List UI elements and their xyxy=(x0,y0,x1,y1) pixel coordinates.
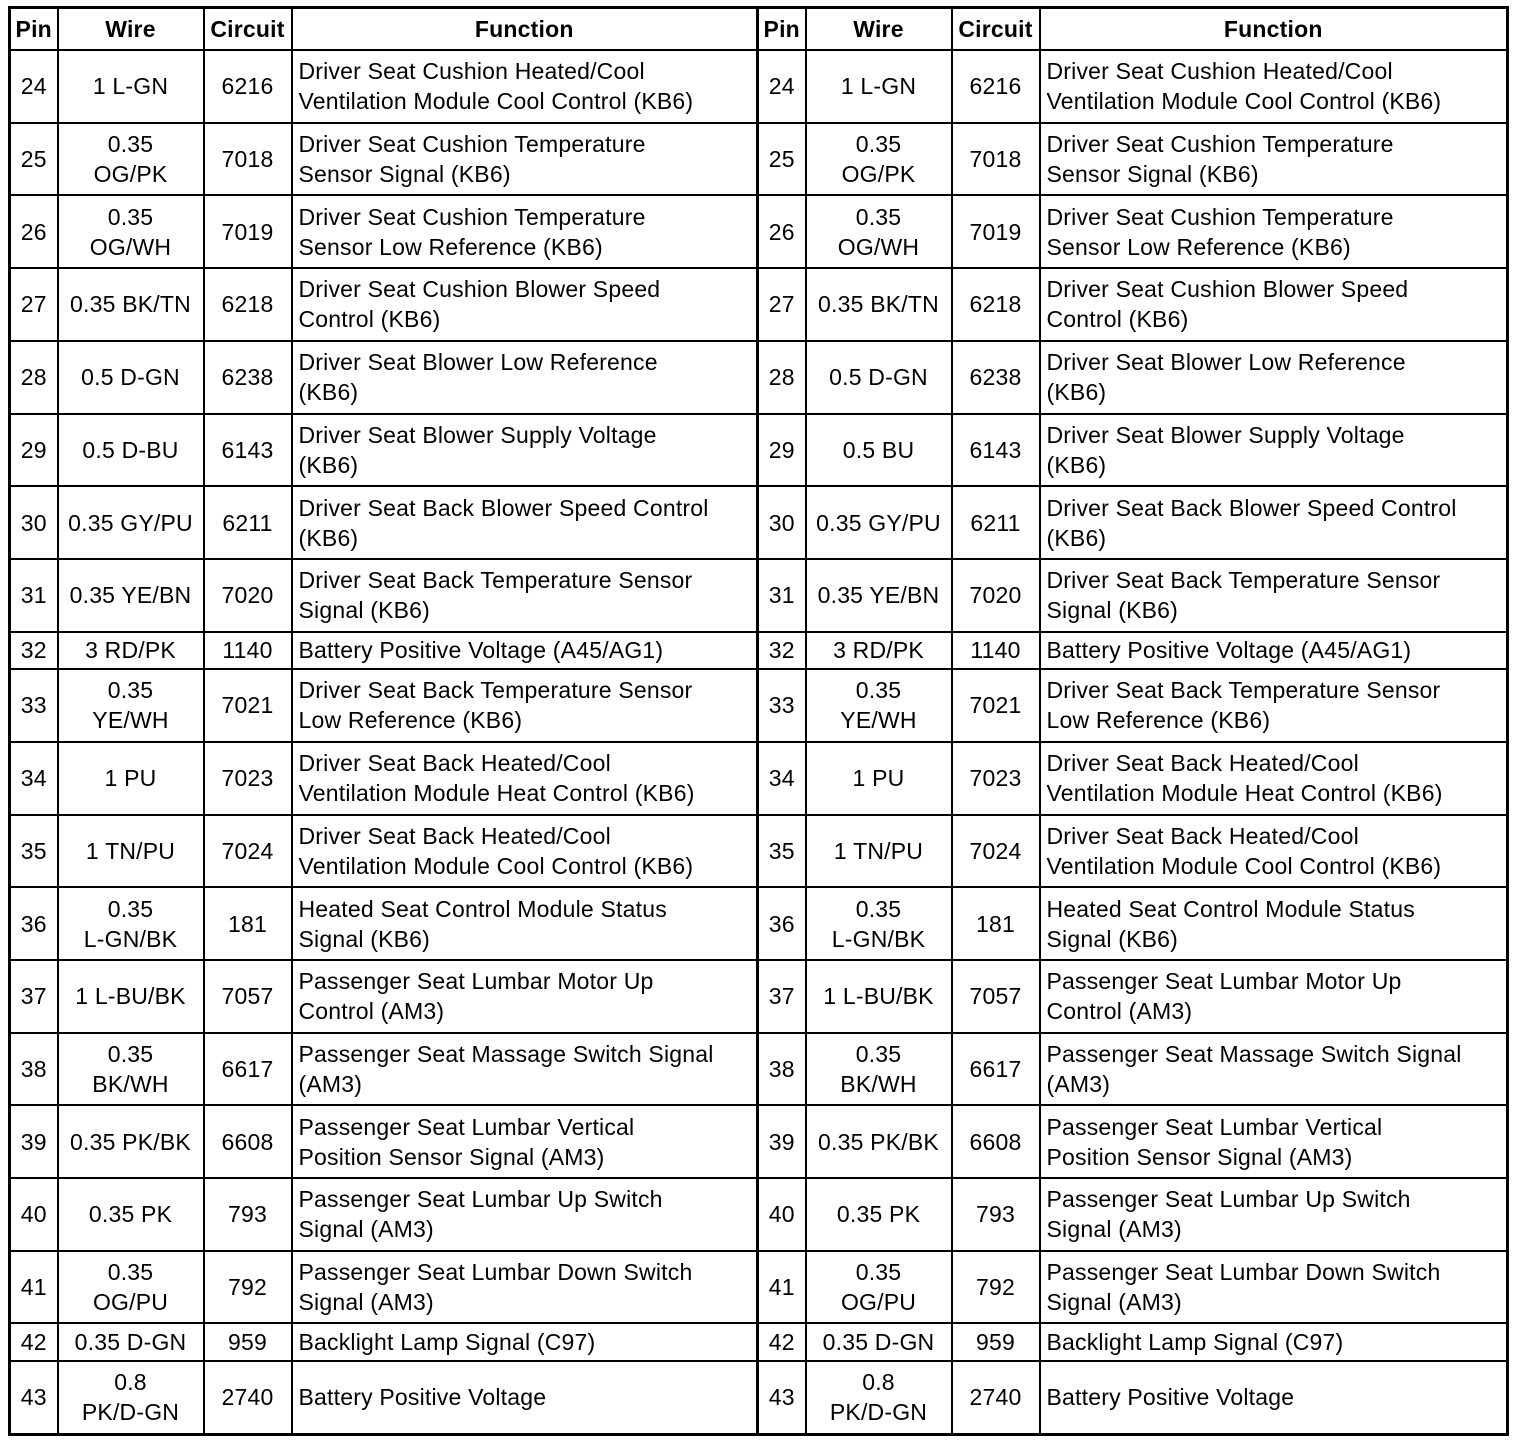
left-wire-cell: 0.35 OG/PK xyxy=(58,123,204,196)
left-wire-cell: 0.35 L-GN/BK xyxy=(58,887,204,960)
right-function-cell: Driver Seat Cushion Temperature Sensor Signal (KB6) xyxy=(1040,123,1508,196)
left-function-cell: Heated Seat Control Module Status Signal (KB6) xyxy=(292,887,758,960)
table-row xyxy=(10,1033,1508,1106)
right-circuit-cell: 7024 xyxy=(952,815,1040,888)
left-function-cell: Driver Seat Cushion Heated/Cool Ventilation Module Cool Control (KB6) xyxy=(292,50,758,123)
right-function-cell: Driver Seat Back Blower Speed Control (KB6) xyxy=(1040,486,1508,559)
header-function: Function xyxy=(292,8,758,51)
right-pin-cell: 27 xyxy=(758,268,806,341)
left-pin-cell: 37 xyxy=(10,960,58,1033)
left-circuit-cell: 7024 xyxy=(204,815,292,888)
left-function-cell: Battery Positive Voltage (A45/AG1) xyxy=(292,632,758,670)
table-row xyxy=(10,486,1508,559)
right-wire-cell: 0.35 OG/PU xyxy=(806,1251,952,1324)
header-row xyxy=(10,8,1508,51)
right-circuit-cell: 6238 xyxy=(952,341,1040,414)
right-function-cell: Driver Seat Cushion Temperature Sensor Low Reference (KB6) xyxy=(1040,195,1508,268)
left-wire-cell: 0.35 YE/BN xyxy=(58,559,204,632)
table-row xyxy=(10,1323,1508,1361)
left-circuit-cell: 792 xyxy=(204,1251,292,1324)
right-function-cell: Driver Seat Cushion Blower Speed Control (KB6) xyxy=(1040,268,1508,341)
left-pin-cell: 24 xyxy=(10,50,58,123)
right-function-cell: Driver Seat Cushion Heated/Cool Ventilation Module Cool Control (KB6) xyxy=(1040,50,1508,123)
left-function-cell: Passenger Seat Lumbar Motor Up Control (AM3) xyxy=(292,960,758,1033)
table-row xyxy=(10,268,1508,341)
right-function-cell: Battery Positive Voltage (A45/AG1) xyxy=(1040,632,1508,670)
right-function-cell: Driver Seat Back Temperature Sensor Signal (KB6) xyxy=(1040,559,1508,632)
right-function-cell: Driver Seat Back Heated/Cool Ventilation Module Heat Control (KB6) xyxy=(1040,742,1508,815)
right-circuit-cell: 6608 xyxy=(952,1105,1040,1178)
header-function: Function xyxy=(1040,8,1508,51)
right-circuit-cell: 1140 xyxy=(952,632,1040,670)
right-wire-cell: 0.35 PK/BK xyxy=(806,1105,952,1178)
pinout-table-container xyxy=(8,6,1508,1436)
table-row xyxy=(10,887,1508,960)
left-circuit-cell: 959 xyxy=(204,1323,292,1361)
right-pin-cell: 30 xyxy=(758,486,806,559)
right-wire-cell: 0.35 L-GN/BK xyxy=(806,887,952,960)
left-wire-cell: 0.8 PK/D-GN xyxy=(58,1361,204,1435)
right-wire-cell: 1 L-BU/BK xyxy=(806,960,952,1033)
right-circuit-cell: 6216 xyxy=(952,50,1040,123)
table-row xyxy=(10,632,1508,670)
right-circuit-cell: 6211 xyxy=(952,486,1040,559)
left-circuit-cell: 1140 xyxy=(204,632,292,670)
left-function-cell: Driver Seat Back Heated/Cool Ventilation Module Cool Control (KB6) xyxy=(292,815,758,888)
left-function-cell: Passenger Seat Lumbar Vertical Position Sensor Signal (AM3) xyxy=(292,1105,758,1178)
right-wire-cell: 0.35 OG/WH xyxy=(806,195,952,268)
right-pin-cell: 42 xyxy=(758,1323,806,1361)
left-function-cell: Driver Seat Back Heated/Cool Ventilation Module Heat Control (KB6) xyxy=(292,742,758,815)
left-function-cell: Driver Seat Blower Supply Voltage (KB6) xyxy=(292,414,758,487)
left-pin-cell: 34 xyxy=(10,742,58,815)
right-pin-cell: 36 xyxy=(758,887,806,960)
left-function-cell: Driver Seat Back Temperature Sensor Signal (KB6) xyxy=(292,559,758,632)
left-pin-cell: 35 xyxy=(10,815,58,888)
right-function-cell: Passenger Seat Massage Switch Signal (AM3) xyxy=(1040,1033,1508,1106)
right-wire-cell: 0.5 BU xyxy=(806,414,952,487)
table-row xyxy=(10,195,1508,268)
right-wire-cell: 0.35 YE/BN xyxy=(806,559,952,632)
left-circuit-cell: 6143 xyxy=(204,414,292,487)
left-circuit-cell: 7019 xyxy=(204,195,292,268)
table-row xyxy=(10,1361,1508,1435)
right-wire-cell: 0.35 YE/WH xyxy=(806,669,952,742)
left-circuit-cell: 7057 xyxy=(204,960,292,1033)
left-function-cell: Passenger Seat Lumbar Down Switch Signal (AM3) xyxy=(292,1251,758,1324)
table-row xyxy=(10,1178,1508,1251)
left-function-cell: Backlight Lamp Signal (C97) xyxy=(292,1323,758,1361)
left-pin-cell: 30 xyxy=(10,486,58,559)
right-pin-cell: 24 xyxy=(758,50,806,123)
table-row xyxy=(10,341,1508,414)
header-pin: Pin xyxy=(758,8,806,51)
right-circuit-cell: 7019 xyxy=(952,195,1040,268)
left-circuit-cell: 6617 xyxy=(204,1033,292,1106)
left-pin-cell: 42 xyxy=(10,1323,58,1361)
right-function-cell: Passenger Seat Lumbar Down Switch Signal (AM3) xyxy=(1040,1251,1508,1324)
left-circuit-cell: 7020 xyxy=(204,559,292,632)
left-pin-cell: 25 xyxy=(10,123,58,196)
right-circuit-cell: 6218 xyxy=(952,268,1040,341)
right-pin-cell: 26 xyxy=(758,195,806,268)
left-circuit-cell: 7021 xyxy=(204,669,292,742)
left-pin-cell: 26 xyxy=(10,195,58,268)
right-function-cell: Passenger Seat Lumbar Vertical Position Sensor Signal (AM3) xyxy=(1040,1105,1508,1178)
right-wire-cell: 3 RD/PK xyxy=(806,632,952,670)
right-pin-cell: 25 xyxy=(758,123,806,196)
left-pin-cell: 43 xyxy=(10,1361,58,1435)
left-wire-cell: 1 PU xyxy=(58,742,204,815)
left-circuit-cell: 7023 xyxy=(204,742,292,815)
right-pin-cell: 34 xyxy=(758,742,806,815)
table-row xyxy=(10,960,1508,1033)
right-pin-cell: 41 xyxy=(758,1251,806,1324)
right-pin-cell: 37 xyxy=(758,960,806,1033)
right-wire-cell: 0.8 PK/D-GN xyxy=(806,1361,952,1435)
left-circuit-cell: 7018 xyxy=(204,123,292,196)
table-row xyxy=(10,1251,1508,1324)
right-wire-cell: 0.5 D-GN xyxy=(806,341,952,414)
left-function-cell: Driver Seat Blower Low Reference (KB6) xyxy=(292,341,758,414)
right-function-cell: Passenger Seat Lumbar Motor Up Control (AM3) xyxy=(1040,960,1508,1033)
left-wire-cell: 0.35 PK/BK xyxy=(58,1105,204,1178)
table-row xyxy=(10,815,1508,888)
left-pin-cell: 28 xyxy=(10,341,58,414)
right-function-cell: Passenger Seat Lumbar Up Switch Signal (AM3) xyxy=(1040,1178,1508,1251)
header-circuit: Circuit xyxy=(952,8,1040,51)
left-circuit-cell: 6238 xyxy=(204,341,292,414)
left-pin-cell: 32 xyxy=(10,632,58,670)
right-circuit-cell: 6617 xyxy=(952,1033,1040,1106)
header-circuit: Circuit xyxy=(204,8,292,51)
right-function-cell: Driver Seat Blower Supply Voltage (KB6) xyxy=(1040,414,1508,487)
left-pin-cell: 41 xyxy=(10,1251,58,1324)
left-function-cell: Driver Seat Cushion Blower Speed Control (KB6) xyxy=(292,268,758,341)
right-wire-cell: 0.35 D-GN xyxy=(806,1323,952,1361)
left-wire-cell: 1 L-GN xyxy=(58,50,204,123)
right-pin-cell: 33 xyxy=(758,669,806,742)
right-function-cell: Battery Positive Voltage xyxy=(1040,1361,1508,1435)
right-pin-cell: 40 xyxy=(758,1178,806,1251)
right-pin-cell: 29 xyxy=(758,414,806,487)
left-circuit-cell: 6216 xyxy=(204,50,292,123)
table-row xyxy=(10,559,1508,632)
left-circuit-cell: 6218 xyxy=(204,268,292,341)
right-wire-cell: 0.35 OG/PK xyxy=(806,123,952,196)
left-function-cell: Driver Seat Back Blower Speed Control (KB6) xyxy=(292,486,758,559)
right-wire-cell: 0.35 PK xyxy=(806,1178,952,1251)
connector-pinout-table xyxy=(8,6,1509,1436)
right-circuit-cell: 2740 xyxy=(952,1361,1040,1435)
right-function-cell: Driver Seat Back Temperature Sensor Low Reference (KB6) xyxy=(1040,669,1508,742)
right-pin-cell: 43 xyxy=(758,1361,806,1435)
table-row xyxy=(10,669,1508,742)
right-wire-cell: 1 PU xyxy=(806,742,952,815)
left-pin-cell: 36 xyxy=(10,887,58,960)
right-wire-cell: 0.35 GY/PU xyxy=(806,486,952,559)
right-circuit-cell: 7020 xyxy=(952,559,1040,632)
left-wire-cell: 1 TN/PU xyxy=(58,815,204,888)
left-function-cell: Passenger Seat Massage Switch Signal (AM3) xyxy=(292,1033,758,1106)
table-row xyxy=(10,1105,1508,1178)
right-circuit-cell: 181 xyxy=(952,887,1040,960)
table-row xyxy=(10,414,1508,487)
right-circuit-cell: 7023 xyxy=(952,742,1040,815)
right-pin-cell: 39 xyxy=(758,1105,806,1178)
right-wire-cell: 1 TN/PU xyxy=(806,815,952,888)
right-function-cell: Backlight Lamp Signal (C97) xyxy=(1040,1323,1508,1361)
left-pin-cell: 39 xyxy=(10,1105,58,1178)
table-row xyxy=(10,123,1508,196)
left-wire-cell: 0.35 D-GN xyxy=(58,1323,204,1361)
right-pin-cell: 31 xyxy=(758,559,806,632)
left-circuit-cell: 181 xyxy=(204,887,292,960)
right-function-cell: Heated Seat Control Module Status Signal (KB6) xyxy=(1040,887,1508,960)
table-row xyxy=(10,50,1508,123)
left-wire-cell: 0.35 BK/WH xyxy=(58,1033,204,1106)
left-wire-cell: 1 L-BU/BK xyxy=(58,960,204,1033)
left-wire-cell: 3 RD/PK xyxy=(58,632,204,670)
right-pin-cell: 28 xyxy=(758,341,806,414)
left-pin-cell: 27 xyxy=(10,268,58,341)
left-pin-cell: 31 xyxy=(10,559,58,632)
header-pin: Pin xyxy=(10,8,58,51)
left-wire-cell: 0.35 GY/PU xyxy=(58,486,204,559)
right-circuit-cell: 792 xyxy=(952,1251,1040,1324)
left-circuit-cell: 6608 xyxy=(204,1105,292,1178)
left-wire-cell: 0.35 PK xyxy=(58,1178,204,1251)
right-function-cell: Driver Seat Back Heated/Cool Ventilation Module Cool Control (KB6) xyxy=(1040,815,1508,888)
left-pin-cell: 38 xyxy=(10,1033,58,1106)
right-circuit-cell: 7018 xyxy=(952,123,1040,196)
left-pin-cell: 29 xyxy=(10,414,58,487)
left-pin-cell: 40 xyxy=(10,1178,58,1251)
right-circuit-cell: 7021 xyxy=(952,669,1040,742)
left-function-cell: Passenger Seat Lumbar Up Switch Signal (AM3) xyxy=(292,1178,758,1251)
right-pin-cell: 32 xyxy=(758,632,806,670)
left-wire-cell: 0.5 D-BU xyxy=(58,414,204,487)
right-circuit-cell: 793 xyxy=(952,1178,1040,1251)
left-circuit-cell: 793 xyxy=(204,1178,292,1251)
left-wire-cell: 0.35 BK/TN xyxy=(58,268,204,341)
header-wire: Wire xyxy=(58,8,204,51)
left-circuit-cell: 6211 xyxy=(204,486,292,559)
left-function-cell: Driver Seat Cushion Temperature Sensor Low Reference (KB6) xyxy=(292,195,758,268)
right-circuit-cell: 7057 xyxy=(952,960,1040,1033)
right-pin-cell: 35 xyxy=(758,815,806,888)
right-function-cell: Driver Seat Blower Low Reference (KB6) xyxy=(1040,341,1508,414)
left-wire-cell: 0.35 OG/WH xyxy=(58,195,204,268)
left-function-cell: Driver Seat Back Temperature Sensor Low Reference (KB6) xyxy=(292,669,758,742)
left-function-cell: Battery Positive Voltage xyxy=(292,1361,758,1435)
right-wire-cell: 0.35 BK/WH xyxy=(806,1033,952,1106)
right-circuit-cell: 959 xyxy=(952,1323,1040,1361)
right-circuit-cell: 6143 xyxy=(952,414,1040,487)
header-wire: Wire xyxy=(806,8,952,51)
right-wire-cell: 1 L-GN xyxy=(806,50,952,123)
left-pin-cell: 33 xyxy=(10,669,58,742)
right-pin-cell: 38 xyxy=(758,1033,806,1106)
left-function-cell: Driver Seat Cushion Temperature Sensor Signal (KB6) xyxy=(292,123,758,196)
left-circuit-cell: 2740 xyxy=(204,1361,292,1435)
left-wire-cell: 0.5 D-GN xyxy=(58,341,204,414)
left-wire-cell: 0.35 YE/WH xyxy=(58,669,204,742)
right-wire-cell: 0.35 BK/TN xyxy=(806,268,952,341)
left-wire-cell: 0.35 OG/PU xyxy=(58,1251,204,1324)
table-row xyxy=(10,742,1508,815)
